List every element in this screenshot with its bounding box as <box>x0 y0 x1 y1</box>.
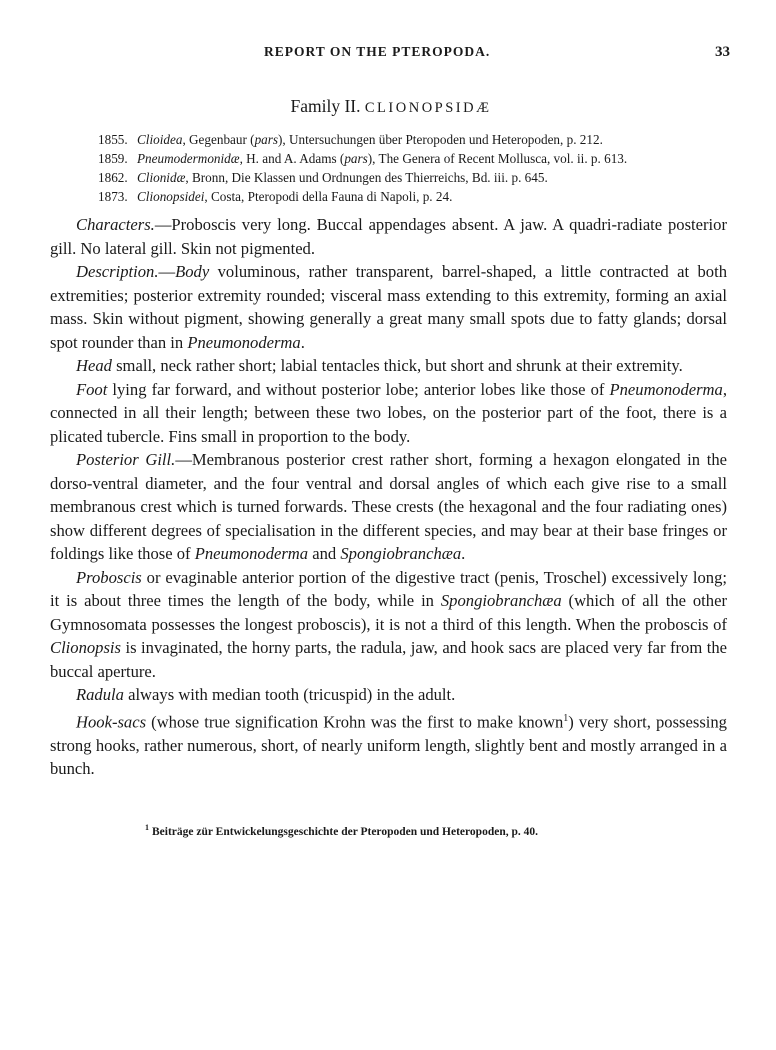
synonymy-taxon: Clionopsidei <box>137 189 205 204</box>
synonymy-entry: 1859. Pneumodermonidæ, H. and A. Adams (pars), The Genera of Recent Mollusca, vol. ii. p. 613. <box>98 151 628 166</box>
paragraph-foot: Foot lying far forward, and without posterior lobe; anterior lobes like those of Pneumonoderma, connected in all their length; between these two lobes, on the posterior part of the foot, there is a plicated tubercle. Fins small in proportion to the body. <box>50 379 727 446</box>
footnote <box>145 823 745 838</box>
paragraph-head: Head small, neck rather short; labial tentacles thick, but short and shrunk at their extremity. <box>76 356 683 375</box>
paragraph-hook-sacs: Hook-sacs (whose true signification Krohn was the first to make known$^1$) very short, possessing strong hooks, rather numerous, short, of nearly uniform length, slightly bent and mostly arranged in a bunch. <box>50 712 727 779</box>
footnote-text: Beiträge zür Entwickelungsgeschichte der Pteropoden und Heteropoden, p. 40. <box>152 825 538 838</box>
synonymy-list <box>98 130 718 206</box>
family-heading <box>0 96 776 117</box>
synonymy-taxon: Clionidæ <box>137 170 186 185</box>
footnote-ref[interactable]: 1 <box>563 712 569 724</box>
body-text <box>50 213 727 781</box>
family-prefix: Family II. <box>290 96 361 116</box>
synonymy-taxon: Pneumodermonidæ <box>137 151 240 166</box>
synonymy-entry: 1873. Clionopsidei, Costa, Pteropodi della Fauna di Napoli, p. 24. <box>98 189 453 204</box>
paragraph-description: Description.—Body voluminous, rather transparent, barrel-shaped, a little contracted at both extremities; posterior extremity rounded; visceral mass extending to this extremity, forming an axial mass. Skin without pigment, showing generally a great many small spots due to fatty glands; dorsal spot rounder than in Pneumonoderma. <box>50 262 727 352</box>
paragraph-radula: Radula always with median tooth (tricuspid) in the adult. <box>76 685 456 704</box>
footnote-mark: 1 <box>145 823 149 832</box>
paragraph-proboscis: Proboscis or evaginable anterior portion of the digestive tract (penis, Troschel) excessively long; it is about three times the length of the body, while in Spongiobranchæa (which of all the other Gymnosomata possesses the longest proboscis), it is not a third of this length. When the proboscis of Clionopsis is invaginated, the horny parts, the radula, jaw, and hook sacs are placed very far from the buccal aperture. <box>50 567 727 681</box>
synonymy-taxon: Clioidea <box>137 132 183 147</box>
synonymy-year: 1855. <box>98 132 128 147</box>
paragraph-characters: Characters.—Proboscis very long. Buccal appendages absent. A jaw. A quadri-radiate posterior gill. No lateral gill. Skin not pigmented. <box>50 215 727 258</box>
family-name: CLIONOPSIDÆ <box>364 100 492 116</box>
synonymy-entry: 1855. Clioidea, Gegenbaur (pars), Untersuchungen über Pteropoden und Heteropoden, p. 212. <box>98 132 603 147</box>
paragraph-posterior-gill: Posterior Gill.—Membranous posterior crest rather short, forming a hexagon elongated in the dorso-ventral diameter, and the four ventral and dorsal angles of which each give rise to a small membranous crest which is turned forwards. These crests (the hexagonal and the four radiating ones) show different degrees of specialisation in the different species, and may bear at their base fringes or foldings like those of Pneumonoderma and Spongiobranchæa. <box>50 450 727 563</box>
synonymy-year: 1873. <box>98 189 128 204</box>
synonymy-year: 1859. <box>98 151 128 166</box>
synonymy-entry: 1862. Clionidæ, Bronn, Die Klassen und Ordnungen des Thierreichs, Bd. iii. p. 645. <box>98 170 548 185</box>
synonymy-year: 1862. <box>98 170 128 185</box>
running-head-title: REPORT ON THE PTEROPODA. <box>264 44 491 59</box>
page-number: 33 <box>715 44 730 60</box>
